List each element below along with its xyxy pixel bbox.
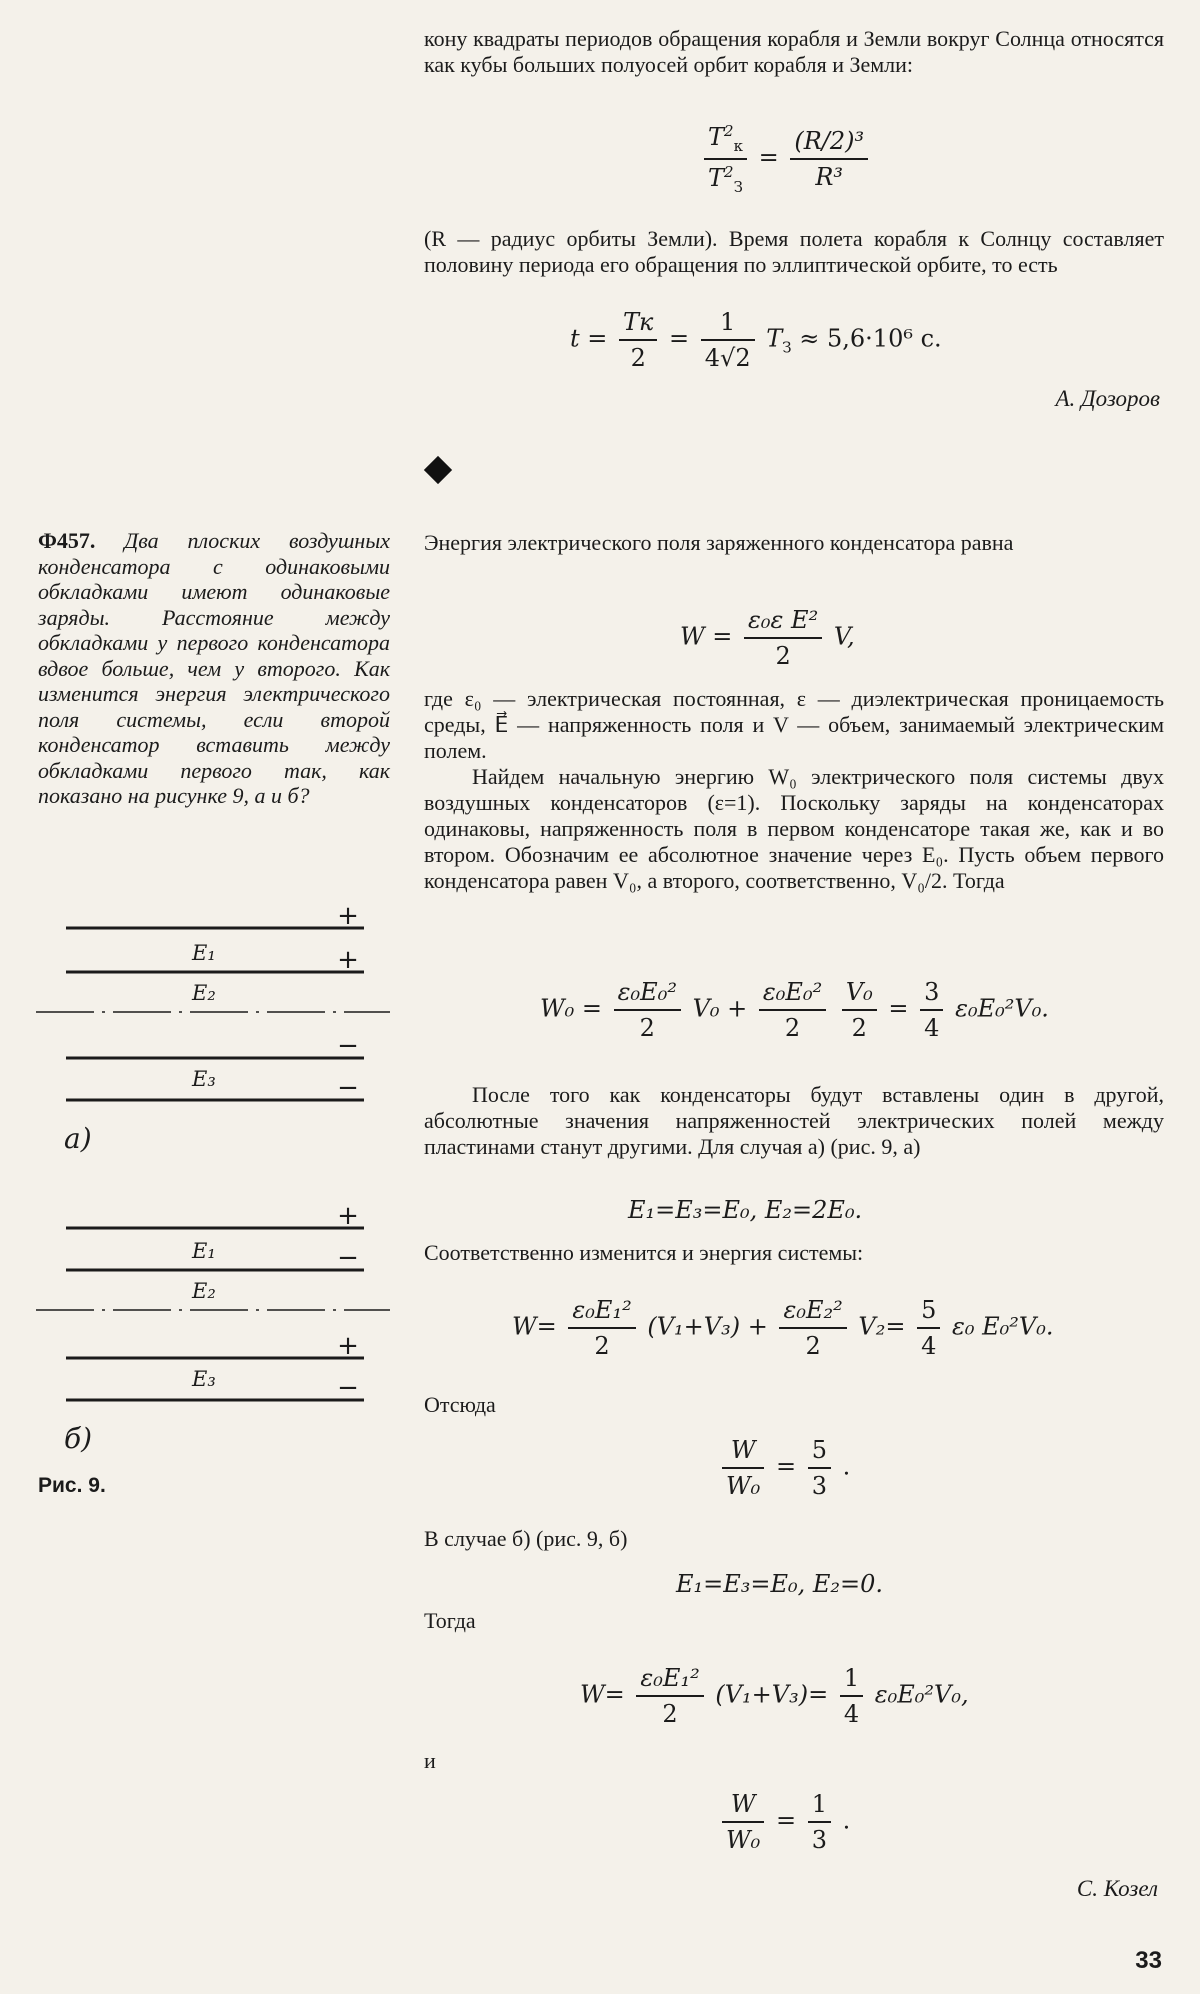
equation-energy-b: W= $\frac{\text{ε₀E₁²}}{2}$ (V₁+V₃)= $\frac{1}{4}$ ε₀E₀²V₀, [580, 1664, 969, 1728]
field-label-a-e1: E₁ [192, 941, 216, 965]
paragraph-case-b [424, 1526, 1164, 1552]
text-energy-intro: Энергия электрического поля заряженного конденсатора равна [424, 530, 1014, 555]
problem-number: Ф457. [38, 528, 96, 553]
paragraph-and [424, 1748, 1164, 1774]
equation-ratio-a: $\frac{W}{\text{W₀}}$ = $\frac{5}{3}$ . [718, 1436, 850, 1500]
equation-initial-energy: W₀ = $\frac{\text{ε₀E₀²}}{2}$ V₀ + $\frac{\text{ε₀E₀²}}{2}$ $\frac{\text{V₀}}{2}$ = $\frac{3}{4}$ ε₀E₀²V₀. [540, 978, 1049, 1042]
problem-text: Два плоских воздушных конденсатора с одинаковыми обкладками имеют одинаковые заряды. Расстояние между обкладками у первого конденсатора вдвое больше, чем у второго. Как изменится энергия электрического поля системы, если второй конденсатор вставить между обкладками первого так, как показано на рисунке 9, а и б? [38, 528, 390, 808]
paragraph-flight-time [424, 226, 1164, 278]
text-flight-time: (R — радиус орбиты Земли). Время полета корабля к Солнцу составляет половину периода его обращения по эллиптической орбите, то есть [424, 226, 1164, 277]
paragraph-energy-change [424, 1240, 1164, 1266]
problem-statement [38, 528, 390, 809]
sign-a2: + [337, 945, 359, 975]
field-label-b-e1: E₁ [192, 1239, 216, 1263]
field-label-b-e2: E₂ [192, 1279, 216, 1303]
text-case-b: В случае б) (рис. 9, б) [424, 1526, 628, 1551]
text-definitions: где ε₀ — электрическая постоянная, ε — диэлектрическая проницаемость среды, E⃗ — напряженность поля и V — объем, занимаемый электрическим полем. [424, 686, 1164, 763]
paragraph-then [424, 1608, 1164, 1634]
top-text: кону квадраты периодов обращения корабля и Земли вокруг Солнца относятся как кубы больших полуосей орбит корабля и Земли: [424, 26, 1164, 77]
figure-label-a: а) [64, 1122, 92, 1155]
author-dozorov: А. Дозоров [1055, 386, 1160, 411]
sign-a4: − [337, 1073, 359, 1103]
text-hence: Отсюда [424, 1392, 496, 1417]
figure-caption: Рис. 9. [38, 1474, 106, 1497]
author-kozel: С. Козел [1076, 1876, 1158, 1901]
figure-9 [30, 900, 400, 1460]
equation-energy: W = $\frac{\text{ε₀ε E²}}{2}$ V, [680, 606, 855, 670]
fraction-axes: $\frac{\text{(R/2)³}}{\text{R³}}$ [790, 127, 868, 191]
sign-b1: + [337, 1201, 359, 1231]
sign-b3: + [337, 1331, 359, 1361]
field-label-a-e3: E₃ [192, 1067, 216, 1091]
fraction-periods: $\frac{T^2_к}{T^2_З}$ [704, 122, 747, 196]
equation-ratio-b: $\frac{W}{\text{W₀}}$ = $\frac{1}{3}$ . [718, 1790, 850, 1854]
sign-a3: − [337, 1031, 359, 1061]
equation-fields-a: E₁=E₃=E₀, E₂=2E₀. [628, 1196, 863, 1224]
field-label-b-e3: E₃ [192, 1367, 216, 1391]
equation-energy-a: W= $\frac{\text{ε₀E₁²}}{2}$ (V₁+V₃) + $\frac{\text{ε₀E₂²}}{2}$ V₂= $\frac{5}{4}$ ε₀ E₀²V₀. [512, 1296, 1054, 1360]
sign-b4: − [337, 1373, 359, 1403]
sign-a1: + [337, 901, 359, 931]
text-case-a: После того как конденсаторы будут вставлены один в другой, абсолютные значения напряженностей электрических полей между пластинами станут другими. Для случая а) (рис. 9, а) [424, 1082, 1164, 1159]
paragraph-definitions [424, 686, 1164, 894]
figure-label-b: б) [64, 1422, 93, 1455]
text-energy-change: Соответственно изменится и энергия системы: [424, 1240, 864, 1265]
text-and: и [424, 1748, 436, 1773]
equation-kepler: $\frac{T^2_к}{T^2_З}$ = $\frac{\text{(R/2)³}}{\text{R³}}$ [700, 122, 872, 196]
solution-intro [424, 530, 1164, 556]
text-then: Тогда [424, 1608, 476, 1633]
top-paragraph [424, 26, 1164, 78]
section-divider-icon [424, 456, 452, 484]
paragraph-case-a [424, 1082, 1164, 1160]
equation-fields-b: E₁=E₃=E₀, E₂=0. [676, 1570, 884, 1598]
field-label-a-e2: E₂ [192, 981, 216, 1005]
equation-time: t = $\frac{Tк}{2}$ = $\frac{1}{4√2}$ $T_З \approx 5,6\cdot 10^6$ с. [570, 308, 942, 372]
sign-b2: − [337, 1243, 359, 1273]
page-number: 33 [1135, 1947, 1162, 1974]
paragraph-hence [424, 1392, 1164, 1418]
text-initial-energy: Найдем начальную энергию W₀ электрического поля системы двух воздушных конденсаторов (ε=1). Поскольку заряды на конденсаторах одинаковы, напряженность поля в первом конденсаторе такая же, как и во втором. Обозначим ее абсолютное значение через E₀. Пусть объем первого конденсатора равен V₀, а второго, соответственно, V₀/2. Тогда [424, 764, 1164, 893]
